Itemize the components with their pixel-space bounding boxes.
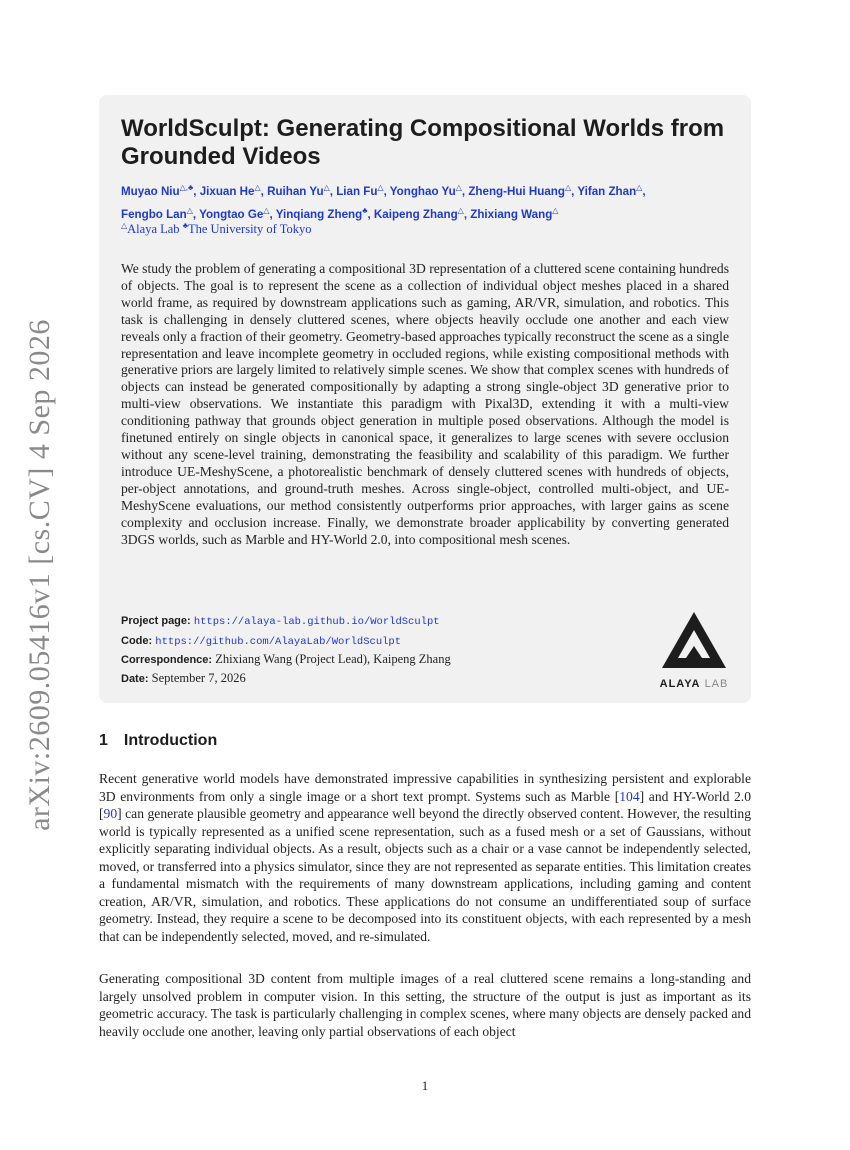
- code-link[interactable]: https://github.com/AlayaLab/WorldSculpt: [155, 635, 402, 648]
- author-list: Muyao Niu△,♣, Jixuan He△, Ruihan Yu△, Lian Fu△, Yonghao Yu△, Zheng-Hui Huang△, Yifan Zhan△, Fengbo Lan△, Yongtao Ge△, Yinqiang Zheng♣, Kaipeng Zhang△, Zhixiang Wang△: [121, 183, 646, 221]
- alaya-lab-wordmark: ALAYA LAB: [659, 678, 729, 690]
- author[interactable]: Yinqiang Zheng♣: [275, 205, 368, 221]
- author[interactable]: Jixuan He△: [199, 183, 261, 198]
- alaya-triangle-icon: [660, 610, 728, 672]
- author[interactable]: Kaipeng Zhang△: [373, 205, 464, 221]
- alaya-lab-logo: [654, 610, 734, 690]
- affiliation-alaya-lab: Alaya Lab: [127, 222, 180, 237]
- code-label: Code:: [121, 634, 153, 647]
- correspondence-label: Correspondence:: [121, 654, 213, 666]
- author[interactable]: Yongtao Ge△: [199, 205, 270, 221]
- author[interactable]: Lian Fu△: [336, 183, 384, 198]
- page-number: 1: [421, 1078, 429, 1093]
- author[interactable]: Fengbo Lan△: [121, 205, 193, 221]
- author[interactable]: Muyao Niu△,♣: [121, 183, 194, 198]
- author[interactable]: Ruihan Yu△: [267, 183, 330, 198]
- section-heading-introduction: 1 Introduction: [99, 732, 218, 749]
- date-value: September 7, 2026: [151, 670, 246, 685]
- paper-header: [99, 95, 751, 703]
- intro-paragraph-1: Recent generative world models have demonstrated impressive capabilities in synthesizing persistent and explorable 3D environments from only a single image or a short text prompt. Systems such as Marble [104] and HY-World 2.0 [90] can generate plausible geometry and appearance well beyond the directly observed content. However, the resulting world is typically represented as a unified scene representation, such as a fused mesh or a set of Gaussians, without explicitly separating individual objects. As a result, objects such as a chair or a vase cannot be independently selected, moved, or transferred into a physics simulator, since they are not represented as separate entities. This limitation creates a fundamental mismatch with the requirements of many downstream applications, including gaming and content creation, AR/VR, simulation, and robotics. These applications do not consume an undifferentiated soup of surface geometry. Instead, they require a scene to be decomposed into its constituent objects, with each represented by a mesh that can be independently selected, moved, and re-simulated.: [99, 771, 752, 944]
- citation-link[interactable]: 90: [103, 806, 118, 821]
- affiliations: △Alaya Lab ♣The University of Tokyo: [121, 221, 312, 237]
- intro-paragraph-2: Generating compositional 3D content from multiple images of a real cluttered scene remains a long-standing and largely unsolved problem in computer vision. In this setting, the structure of the output is just as important as its geometric accuracy. The task is particularly challenging in complex scenes, where many objects are densely packed and heavily occlude one another, leaving only partial observations of each object: [99, 971, 751, 1039]
- correspondence-value: Zhixiang Wang (Project Lead), Kaipeng Zhang: [215, 652, 451, 666]
- project-page-link[interactable]: https://alaya-lab.github.io/WorldSculpt: [193, 616, 440, 628]
- author[interactable]: Yonghao Yu△: [389, 183, 462, 198]
- arxiv-identifier: arXiv:2609.05416v1 [cs.CV] 4 Sep 2026: [23, 319, 56, 831]
- date-label: Date:: [121, 672, 149, 685]
- author[interactable]: Zhixiang Wang△: [470, 205, 559, 221]
- abstract: We study the problem of generating a compositional 3D representation of a cluttered scene containing hundreds of objects. The goal is to represent the scene as a collection of individual object meshes placed in a shared world frame, as required by downstream applications such as gaming, AR/VR, simulation, and robotics. This task is challenging in densely cluttered scenes, where objects heavily occlude one another and each view reveals only a fraction of their geometry. Geometry-based approaches typically reconstruct the scene as a single representation and leave incomplete geometry in occluded regions, while existing compositional methods with generative priors are largely limited to relatively simple scenes. We show that complex scenes with hundreds of objects can instead be generated compositionally by adapting a strong single-object 3D generative prior to multi-view observations. We instantiate this paradigm with Pixal3D, extending it with a multi-view conditioning pathway that grounds object generation in multiple posed observations. Although the model is finetuned entirely on single objects in canonical space, it generalizes to large scenes with severe occlusion without any scene-level training, demonstrating the feasibility and scalability of this paradigm. We further introduce UE-MeshyScene, a photorealistic benchmark of densely cluttered scenes with hundreds of objects, per-object annotations, and ground-truth meshes. Across single-object, controlled multi-object, and UE-MeshyScene evaluations, our method consistently outperforms prior approaches, with larger gains as scene complexity and occlusion increase. Finally, we demonstrate broader applicability by converting generated 3DGS worlds, such as Marble and HY-World 2.0, into compositional mesh scenes.: [121, 261, 729, 547]
- citation-link[interactable]: 104: [619, 788, 640, 804]
- affiliation-university-of-tokyo: The University of Tokyo: [187, 222, 312, 237]
- author[interactable]: Yifan Zhan△: [577, 183, 643, 198]
- project-page-label: Project page:: [121, 615, 191, 627]
- paper-metadata: [121, 612, 601, 688]
- paper-title: WorldSculpt: Generating Compositional Worlds from Grounded Videos: [121, 115, 725, 170]
- author[interactable]: Zheng-Hui Huang△: [468, 183, 572, 198]
